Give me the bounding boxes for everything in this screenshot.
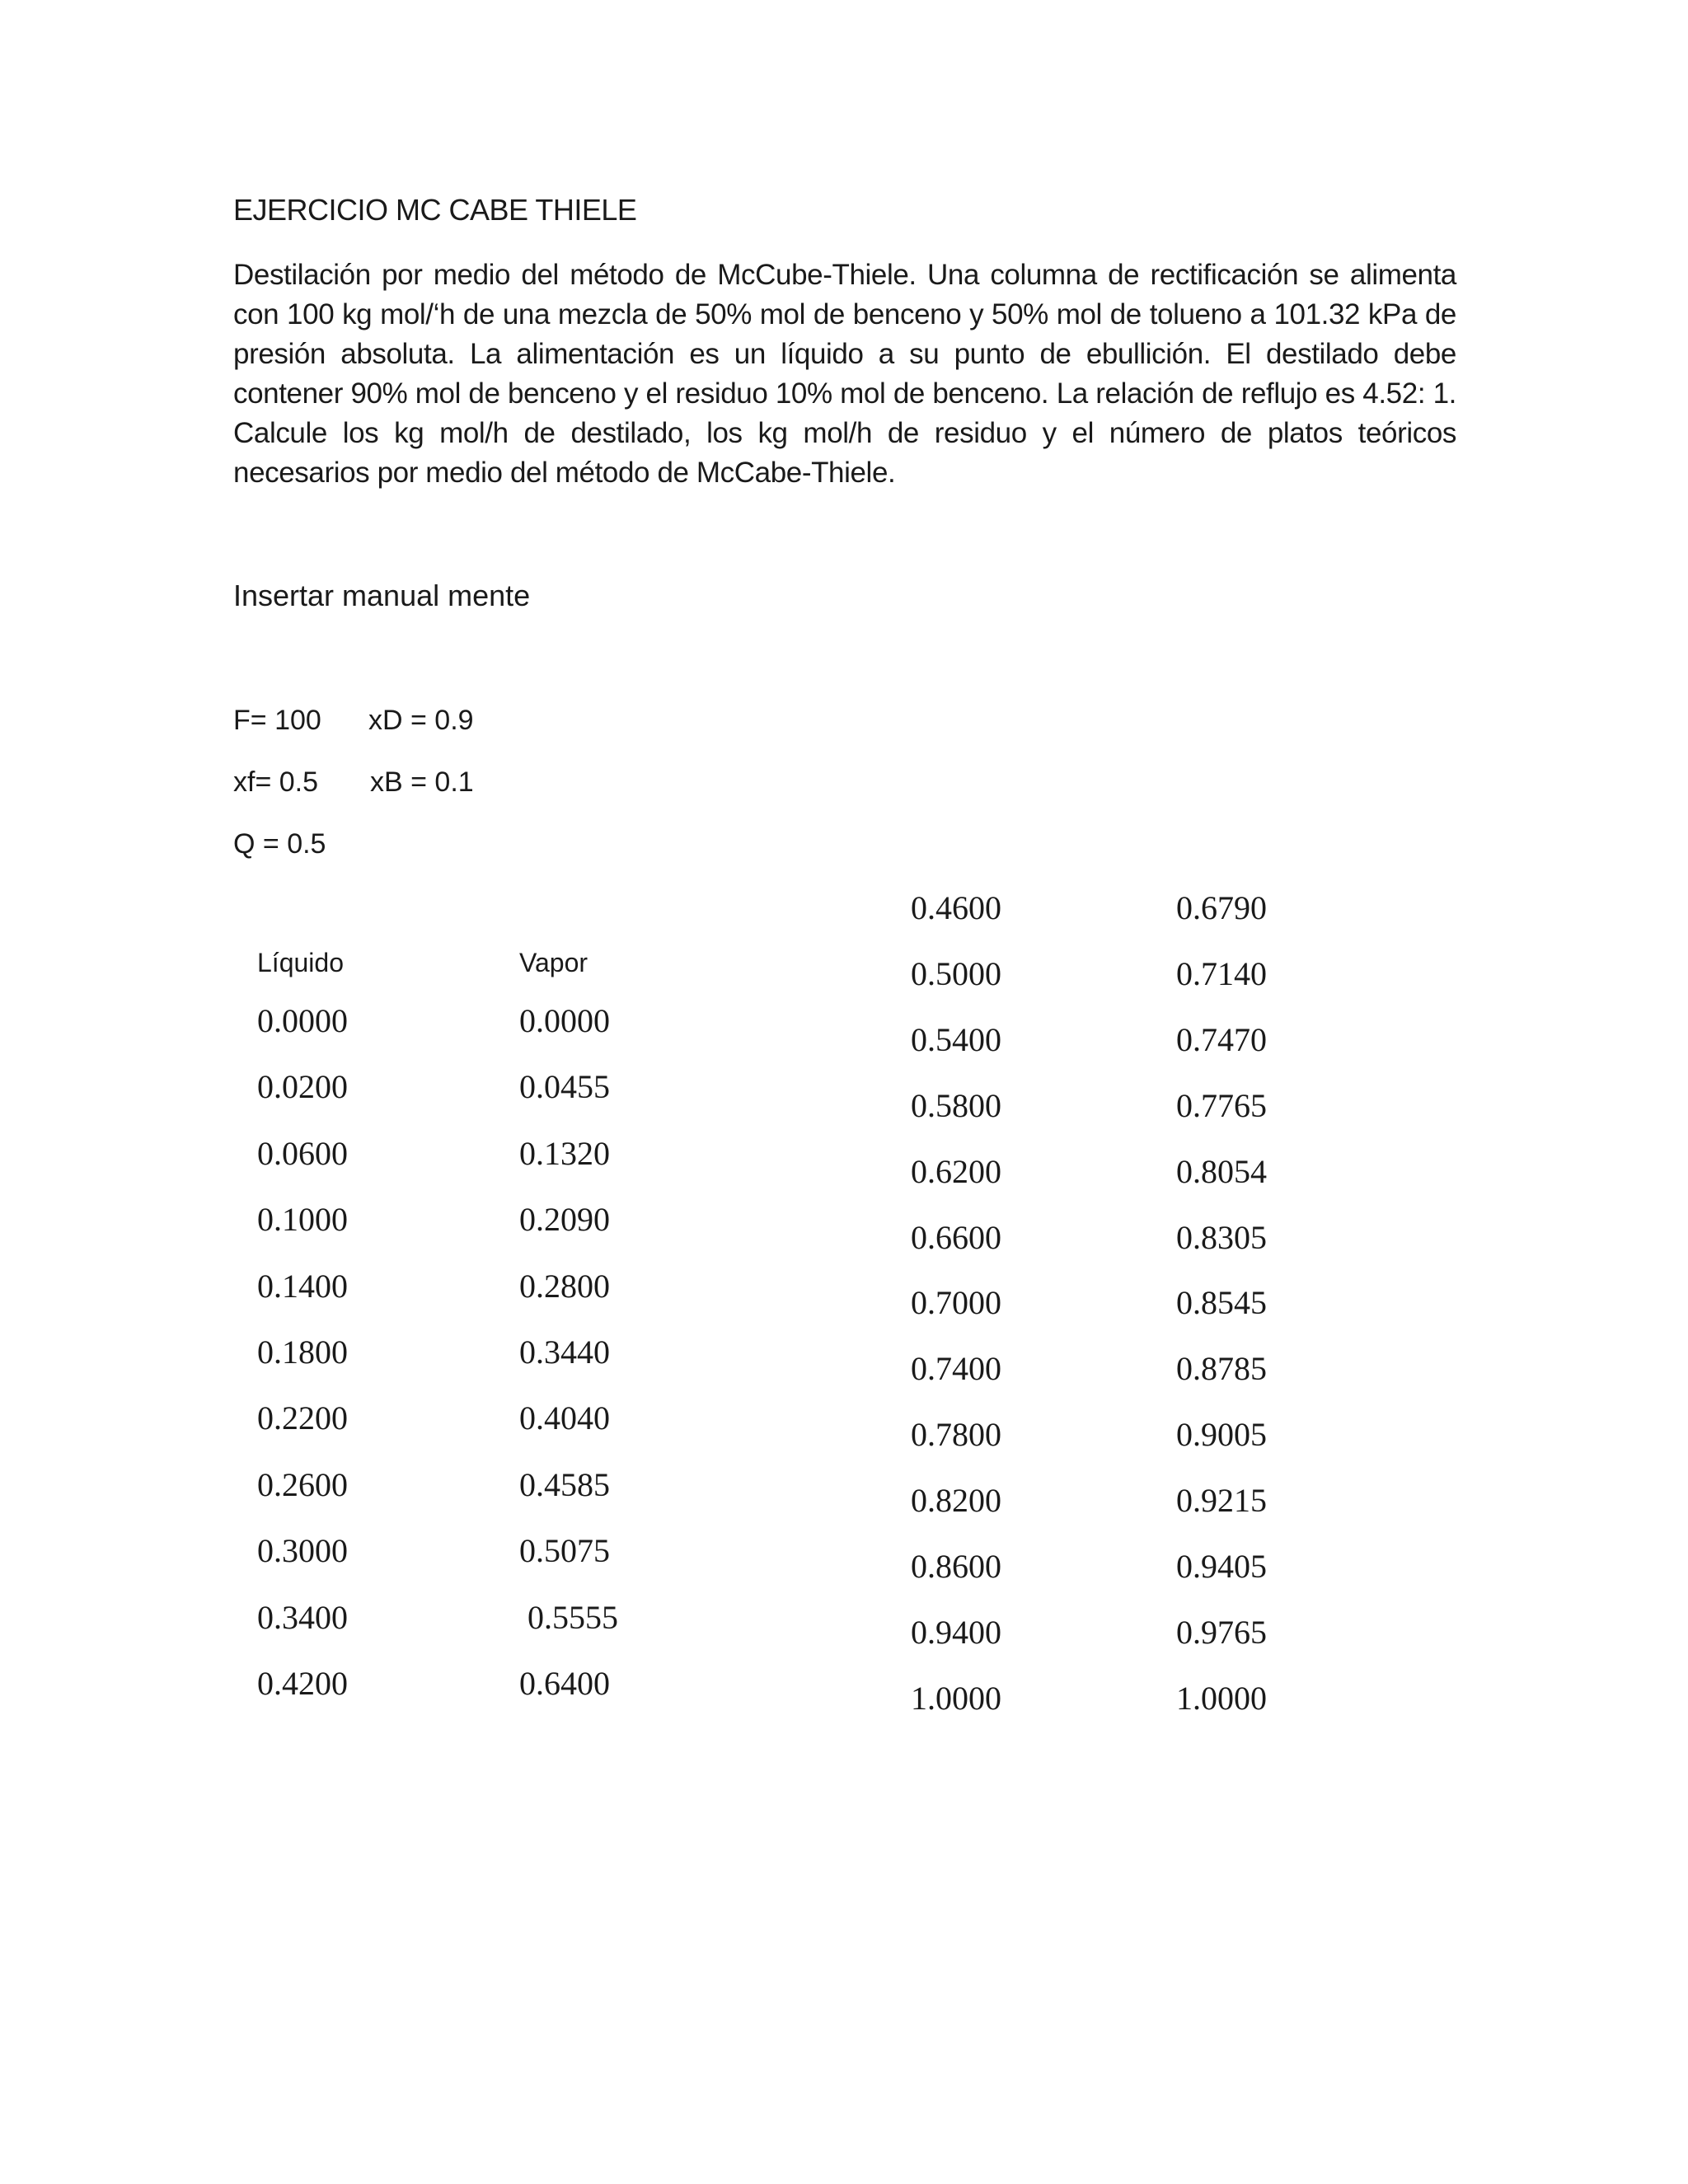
left-vapor-cell: 0.2090 xyxy=(519,1201,610,1239)
right-liquid-cell: 0.4600 xyxy=(911,889,1001,926)
left-liquid-cell: 0.0600 xyxy=(257,1134,348,1172)
left-liquid-cell: 0.0200 xyxy=(257,1068,348,1106)
right-liquid-cell: 0.5400 xyxy=(911,1020,1001,1058)
left-vapor-cell: 0.5555 xyxy=(528,1598,618,1636)
right-liquid-cell: 0.7000 xyxy=(911,1284,1001,1322)
left-vapor-cell: 0.3440 xyxy=(519,1333,610,1371)
right-vapor-cell: 0.7765 xyxy=(1176,1086,1267,1124)
left-liquid-cell: 0.0000 xyxy=(257,1002,348,1039)
left-vapor-cell: 0.1320 xyxy=(519,1134,610,1172)
instruction-text: Insertar manual mente xyxy=(233,579,531,612)
right-liquid-cell: 0.7800 xyxy=(911,1416,1001,1454)
left-vapor-cell: 0.4040 xyxy=(519,1399,610,1437)
left-vapor-cell: 0.2800 xyxy=(519,1267,610,1305)
right-vapor-cell: 0.8785 xyxy=(1176,1350,1267,1388)
left-vapor-cell: 0.5075 xyxy=(519,1532,610,1570)
right-liquid-cell: 1.0000 xyxy=(911,1679,1001,1717)
left-liquid-cell: 0.1800 xyxy=(257,1333,348,1371)
right-vapor-cell: 0.7470 xyxy=(1176,1020,1267,1058)
right-vapor-cell: 1.0000 xyxy=(1176,1679,1267,1717)
right-liquid-cell: 0.9400 xyxy=(911,1613,1001,1651)
param-q: Q = 0.5 xyxy=(233,828,326,860)
param-xf: xf= 0.5 xyxy=(233,766,319,798)
left-liquid-cell: 0.2200 xyxy=(257,1399,348,1437)
left-vapor-cell: 0.0000 xyxy=(519,1002,610,1039)
right-liquid-cell: 0.5000 xyxy=(911,954,1001,992)
right-vapor-cell: 0.8054 xyxy=(1176,1152,1267,1190)
right-liquid-cell: 0.6600 xyxy=(911,1218,1001,1256)
right-vapor-cell: 0.8305 xyxy=(1176,1218,1267,1256)
param-xb: xB = 0.1 xyxy=(370,766,474,798)
left-liquid-cell: 0.1000 xyxy=(257,1201,348,1239)
left-liquid-cell: 0.2600 xyxy=(257,1465,348,1503)
param-xd: xD = 0.9 xyxy=(368,705,474,736)
right-liquid-cell: 0.7400 xyxy=(911,1350,1001,1388)
right-vapor-cell: 0.9005 xyxy=(1176,1416,1267,1454)
left-vapor-cell: 0.6400 xyxy=(519,1665,610,1702)
right-vapor-cell: 0.6790 xyxy=(1176,889,1267,926)
right-liquid-cell: 0.8600 xyxy=(911,1548,1001,1585)
left-vapor-cell: 0.0455 xyxy=(519,1068,610,1106)
left-liquid-cell: 0.3400 xyxy=(257,1598,348,1636)
problem-statement: Destilación por medio del método de McCube-Thiele. Una columna de rectificación se alimenta con 100 kg mol/‘h de una mezcla de 50% mol de benceno y 50% mol de tolueno a 101.32 kPa de presión absoluta. La alimentación es un líquido a su punto de ebullición. El destilado debe contener 90% mol de benceno y el residuo 10% mol de benceno. La relación de reflujo es 4.52: 1. Calcule los kg mol/h de destilado, los kg mol/h de residuo y el número de platos teóricos necesarios por medio del método de McCabe-Thiele. xyxy=(233,259,1456,489)
page-title: EJERCICIO MC CABE THIELE xyxy=(233,193,637,227)
left-liquid-cell: 0.3000 xyxy=(257,1532,348,1570)
right-vapor-cell: 0.9215 xyxy=(1176,1482,1267,1520)
right-vapor-cell: 0.7140 xyxy=(1176,954,1267,992)
header-liquid: Líquido xyxy=(257,948,344,977)
right-liquid-cell: 0.5800 xyxy=(911,1086,1001,1124)
right-vapor-cell: 0.9765 xyxy=(1176,1613,1267,1651)
header-vapor: Vapor xyxy=(519,948,588,977)
left-vapor-cell: 0.4585 xyxy=(519,1465,610,1503)
param-f: F= 100 xyxy=(233,705,321,736)
left-liquid-cell: 0.4200 xyxy=(257,1665,348,1702)
right-liquid-cell: 0.8200 xyxy=(911,1482,1001,1520)
right-vapor-cell: 0.8545 xyxy=(1176,1284,1267,1322)
left-liquid-cell: 0.1400 xyxy=(257,1267,348,1305)
right-vapor-cell: 0.9405 xyxy=(1176,1548,1267,1585)
right-liquid-cell: 0.6200 xyxy=(911,1152,1001,1190)
